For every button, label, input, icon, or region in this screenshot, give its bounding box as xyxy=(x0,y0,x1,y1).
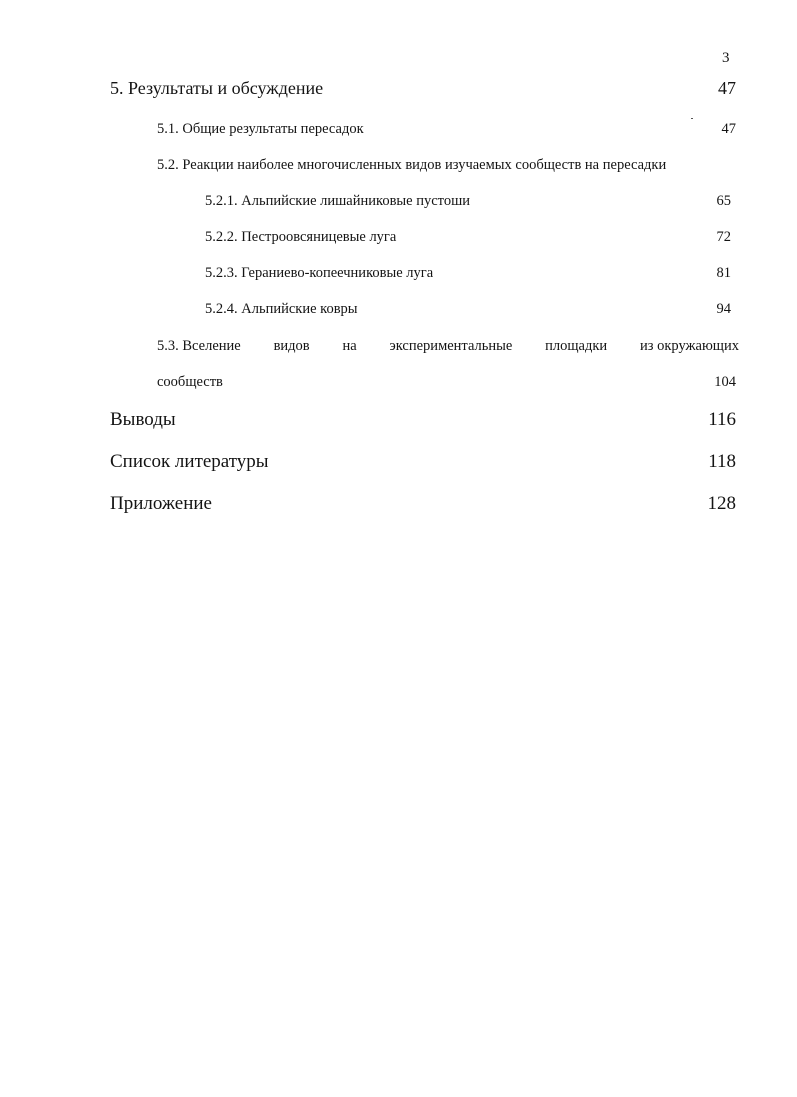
toc-entry-page: 94 xyxy=(716,301,731,317)
toc-entry-label: 5.2.1. Альпийские лишайниковые пустоши xyxy=(205,193,471,209)
toc-entry-page: 104 xyxy=(714,374,736,390)
toc-word: видов xyxy=(273,338,310,354)
toc-entry-appendix xyxy=(110,493,736,517)
toc-word: экспериментальные xyxy=(389,338,513,354)
toc-entry-label: 5.2. Реакции наиболее многочисленных видов изучаемых сообществ на пересадки xyxy=(157,157,667,173)
toc-entry-5-3-line-1 xyxy=(157,338,739,355)
toc-entry-label: 5. Результаты и обсуждение xyxy=(110,78,324,98)
toc-entry-label: сообществ xyxy=(157,374,223,390)
toc-entry-page: 118 xyxy=(708,451,736,472)
toc-entry-5-1 xyxy=(157,121,736,139)
toc-word: площадки xyxy=(545,338,608,354)
page-number: 3 xyxy=(722,50,730,66)
toc-entry-label: Приложение xyxy=(110,493,212,514)
toc-entry-label: Список литературы xyxy=(110,451,269,472)
toc-entry-label: 5.2.2. Пестроовсяницевые луга xyxy=(205,229,397,245)
toc-entry-references xyxy=(110,451,736,475)
toc-entry-label: 5.2.3. Гераниево-копеечниковые луга xyxy=(205,265,434,281)
toc-entry-conclusions xyxy=(110,409,736,433)
toc-word: на xyxy=(342,338,357,354)
toc-entry-page: 128 xyxy=(707,493,736,514)
toc-entry-5-2-2 xyxy=(205,229,731,247)
toc-word: из окружающих xyxy=(640,338,739,354)
toc-entry-5-3-line-2 xyxy=(157,374,736,392)
toc-entry-5-2 xyxy=(157,157,737,175)
toc-entry-chapter-5 xyxy=(110,78,736,100)
toc-entry-5-2-1 xyxy=(205,193,731,211)
scan-speck xyxy=(691,118,693,119)
toc-entry-page: 47 xyxy=(721,121,736,137)
toc-entry-page: 72 xyxy=(716,229,731,245)
toc-entry-5-2-3 xyxy=(205,265,731,283)
toc-entry-label: Выводы xyxy=(110,409,176,430)
toc-word: 5.3. Вселение xyxy=(157,338,241,354)
toc-entry-page: 47 xyxy=(718,78,736,98)
toc-entry-page: 116 xyxy=(708,409,736,430)
toc-entry-page: 65 xyxy=(716,193,731,209)
toc-entry-5-2-4 xyxy=(205,301,731,319)
toc-entry-page: 81 xyxy=(716,265,731,281)
toc-entry-label: 5.2.4. Альпийские ковры xyxy=(205,301,358,317)
toc-entry-label: 5.1. Общие результаты пересадок xyxy=(157,121,364,137)
